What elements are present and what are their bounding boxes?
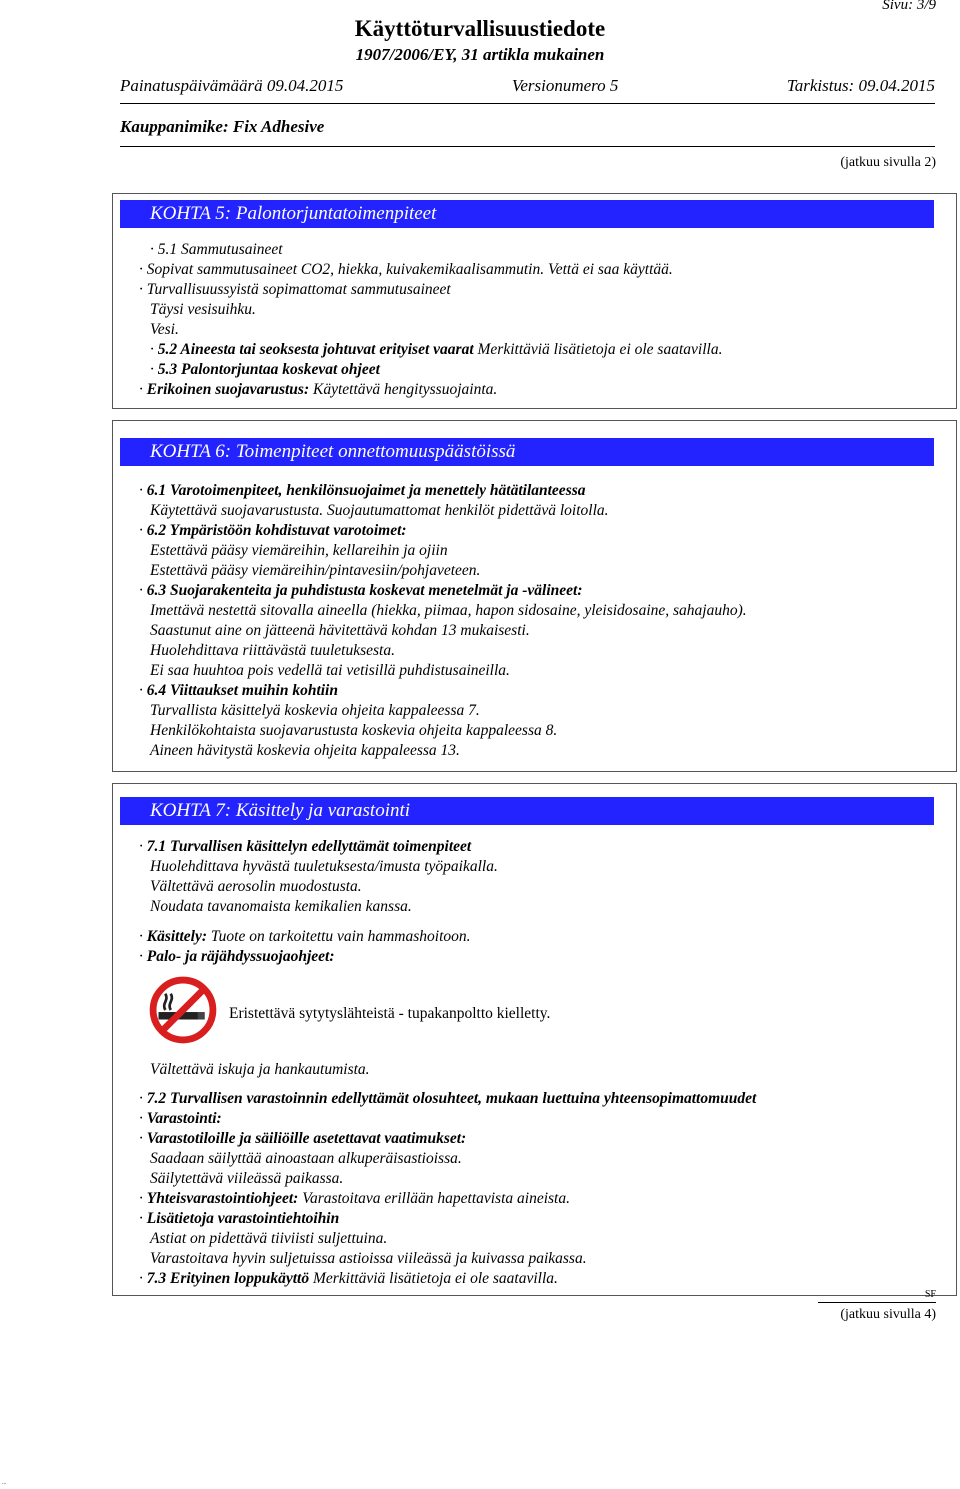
s7-line-13: Säilytettävä viileässä paikassa.: [150, 1170, 344, 1187]
s6-line-12: Turvallista käsittelyä koskevia ohjeita kappaleessa 7.: [150, 702, 480, 719]
s7-line-5: · Käsittely: Tuote on tarkoitettu vain hammashoitoon.: [139, 928, 471, 945]
s6-line-1: · 6.1 Varotoimenpiteet, henkilönsuojaimet ja menettely hätätilanteessa: [139, 482, 586, 499]
s6-line-10: Ei saa huuhtoa pois vedellä tai vetisillä puhdistusaineilla.: [150, 662, 510, 679]
s6-line-11: · 6.4 Viittaukset muihin kohtiin: [139, 682, 338, 699]
s5-line-2: · Sopivat sammutusaineet CO2, hiekka, kuivakemikaalisammutin. Vettä ei saa käyttää.: [139, 261, 673, 278]
s7-line-1: · 7.1 Turvallisen käsittelyn edellyttämät toimenpiteet: [139, 838, 472, 855]
s6-line-9: Huolehdittava riittävästä tuuletuksesta.: [150, 642, 395, 659]
section-7-heading: KOHTA 7: Käsittely ja varastointi: [120, 797, 934, 825]
s7-line-18: · 7.3 Erityinen loppukäyttö Merkittäviä lisätietoja ei ole saatavilla.: [139, 1270, 558, 1287]
document-subtitle: 1907/2006/EY, 31 artikla mukainen: [355, 45, 605, 64]
s7-line-10: · Varastointi:: [139, 1110, 222, 1127]
s7-line-6: · Palo- ja räjähdyssuojaohjeet:: [139, 948, 335, 965]
revision-date: Tarkistus: 09.04.2015: [786, 76, 935, 95]
section-5-heading: KOHTA 5: Palontorjuntatoimenpiteet: [120, 200, 934, 228]
s5-line-5: Vesi.: [150, 321, 179, 338]
s7-line-15: · Lisätietoja varastointiehtoihin: [139, 1210, 340, 1227]
s7-line-11: · Varastotiloille ja säiliöille asetettavat vaatimukset:: [139, 1130, 467, 1147]
s6-line-2: Käytettävä suojavarustusta. Suojautumattomat henkilöt pidettävä loitolla.: [150, 502, 609, 519]
section-6-heading: KOHTA 6: Toimenpiteet onnettomuuspäästöissä: [120, 438, 934, 466]
section-7: [112, 783, 957, 1296]
language-code: SF: [924, 1289, 936, 1300]
continued-to-note: (jatkuu sivulla 4): [840, 1307, 936, 1322]
cigarette-tip: [198, 1012, 205, 1019]
s6-line-5: Estettävä pääsy viemäreihin/pintavesiin/pohjaveteen.: [150, 562, 481, 579]
edge-mark: ...: [2, 1480, 7, 1486]
trade-name-divider: [120, 146, 935, 147]
s6-line-4: Estettävä pääsy viemäreihin, kellareihin ja ojiin: [150, 542, 448, 559]
s6-line-7: Imettävä nestettä sitovalla aineella (hiekka, piimaa, hapon sidosaine, yleisidosaine, sahajauho).: [150, 602, 747, 619]
footer-divider: [818, 1302, 936, 1303]
header-meta-row: [120, 76, 935, 96]
print-date: Painatuspäivämäärä 09.04.2015: [120, 76, 344, 95]
s5-line-8: · Erikoinen suojavarustus: Käytettävä hengityssuojainta.: [139, 381, 498, 398]
s7-line-4: Noudata tavanomaista kemikalien kanssa.: [150, 898, 412, 915]
s7-line-14: · Yhteisvarastointiohjeet: Varastoitava erillään hapettavista aineista.: [139, 1190, 570, 1207]
no-smoking-icon: [149, 976, 217, 1044]
section-6: [112, 420, 957, 772]
s6-line-3: · 6.2 Ympäristöön kohdistuvat varotoimet:: [139, 522, 407, 539]
s7-line-16: Astiat on pidettävä tiiviisti suljettuina.: [150, 1230, 388, 1247]
page-number: Sivu: 3/9: [882, 0, 936, 13]
trade-name: Kauppanimike: Fix Adhesive: [120, 117, 325, 136]
document-title: Käyttöturvallisuustiedote: [354, 16, 606, 41]
continued-from-note: (jatkuu sivulla 2): [840, 155, 936, 170]
s6-line-14: Aineen hävitystä koskevia ohjeita kappaleessa 13.: [150, 742, 460, 759]
s5-line-3: · Turvallisuussyistä sopimattomat sammutusaineet: [139, 281, 451, 298]
s5-line-7: · 5.3 Palontorjuntaa koskevat ohjeet: [150, 361, 380, 378]
s7-line-3: Vältettävä aerosolin muodostusta.: [150, 878, 362, 895]
s6-line-6: · 6.3 Suojarakenteita ja puhdistusta koskevat menetelmät ja -välineet:: [139, 582, 583, 599]
s7-line-9: · 7.2 Turvallisen varastoinnin edellyttämät olosuhteet, mukaan luettuina yhteensopimattomuudet: [139, 1090, 757, 1107]
s6-line-8: Saastunut aine on jätteenä hävitettävä kohdan 13 mukaisesti.: [150, 622, 530, 639]
s7-line-7: Eristettävä sytytyslähteistä - tupakanpoltto kielletty.: [229, 1005, 551, 1022]
s7-line-8: Vältettävä iskuja ja hankautumista.: [150, 1061, 370, 1078]
s7-line-2: Huolehdittava hyvästä tuuletuksesta/imusta työpaikalla.: [150, 858, 498, 875]
section-5: [112, 193, 957, 409]
s5-line-1: · 5.1 Sammutusaineet: [150, 241, 283, 258]
version-number: Versionumero 5: [511, 76, 619, 95]
s7-line-12: Saadaan säilyttää ainoastaan alkuperäisastioissa.: [150, 1150, 462, 1167]
s5-line-4: Täysi vesisuihku.: [150, 301, 256, 318]
s5-line-6: · 5.2 Aineesta tai seoksesta johtuvat erityiset vaarat Merkittäviä lisätietoja ei ole saatavilla.: [150, 341, 723, 358]
header-divider: [120, 103, 935, 104]
s6-line-13: Henkilökohtaista suojavarustusta koskevia ohjeita kappaleessa 8.: [150, 722, 558, 739]
s7-line-17: Varastoitava hyvin suljetuissa astioissa viileässä ja kuivassa paikassa.: [150, 1250, 587, 1267]
